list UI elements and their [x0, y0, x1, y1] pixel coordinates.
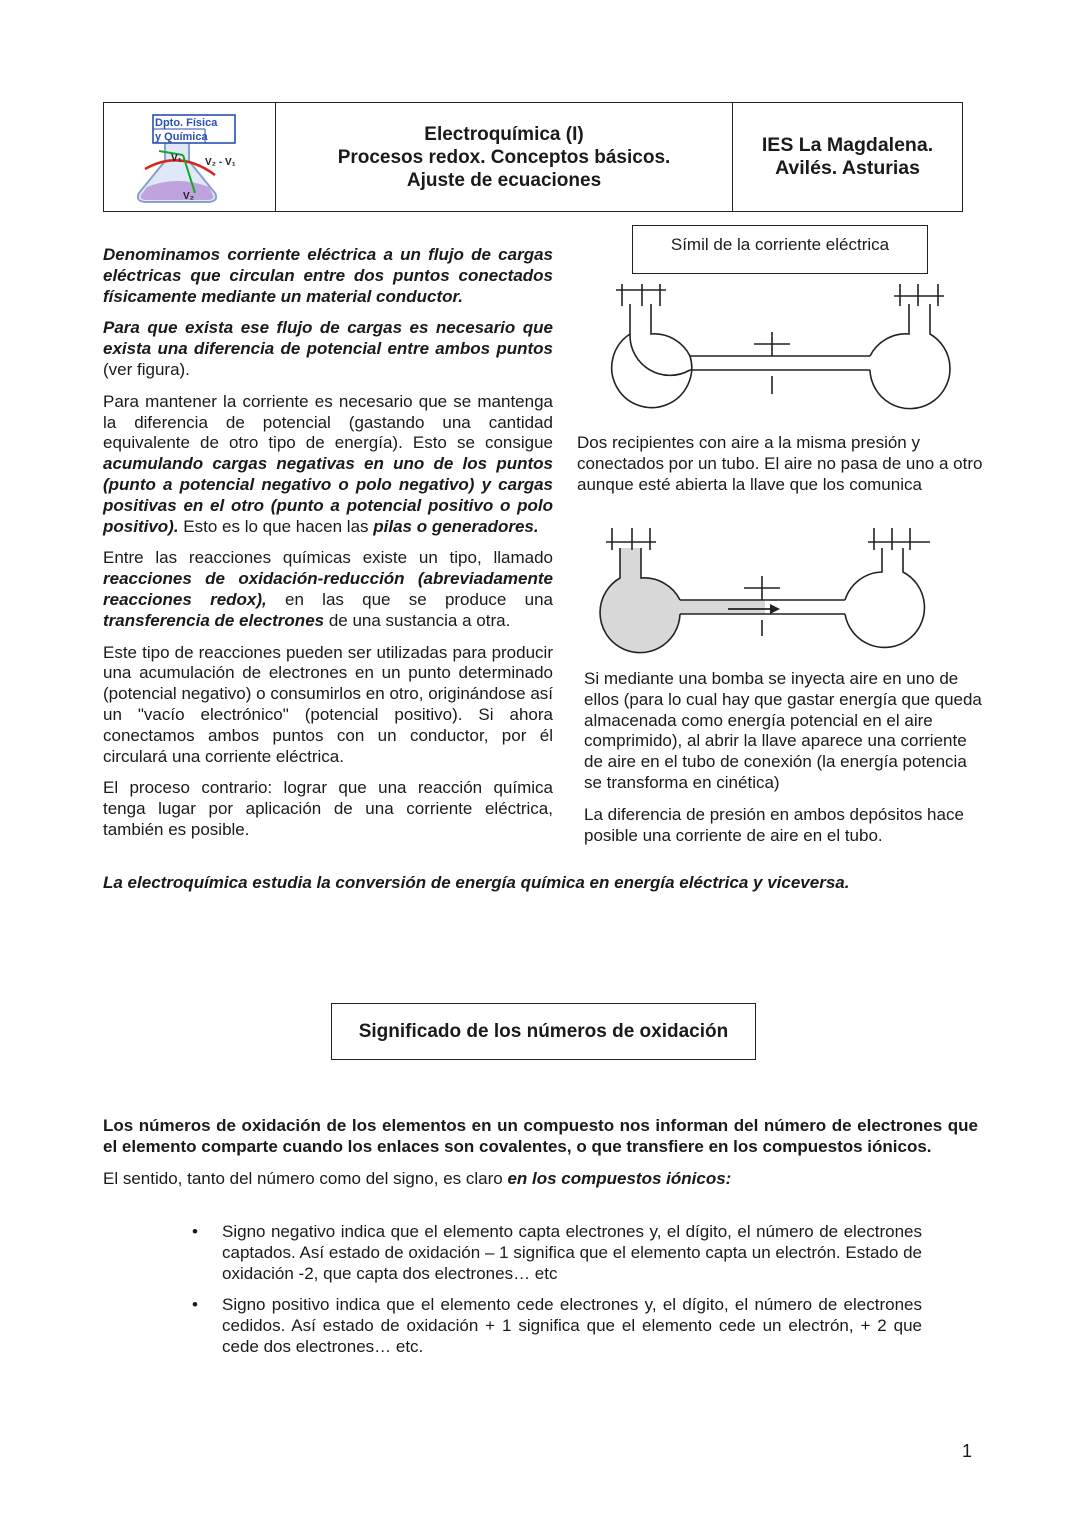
list-item-positive-sign: [192, 1295, 922, 1357]
left-column: [103, 245, 553, 841]
paragraph-definition: Denominamos corriente eléctrica a un flujo de cargas eléctricas que circulan entre dos puntos conectados físicamente mediante un material conductor.: [103, 245, 553, 306]
maintain-text-a: Para mantener la corriente es necesario que se mantenga la diferencia de potencial (gastando una cantidad equivalente de otro tipo de energía). Esto se consigue: [103, 391, 553, 453]
sense-text-b: en los compuestos iónicos:: [507, 1168, 732, 1188]
oxidation-sign-list: [192, 1222, 922, 1358]
paragraph-electron-accumulation: Este tipo de reacciones pueden ser utilizadas para producir una acumulación de electrones en un punto determinado (potencial negativo) o consumirlos en otro, originándose así un "vacío electrónico" (potencial positivo). Si ahora conectamos ambos puntos con un conductor, por él circulará una corriente eléctrica.: [103, 642, 553, 766]
maintain-text-b: acumulando cargas negativas en uno de los puntos (punto a potencial negativo o polo negativo) y cargas positivas en el otro (punto a potencial positivo o polo positivo).: [103, 454, 553, 536]
document-title-cell: [276, 103, 733, 211]
svg-text:V₁: V₁: [170, 153, 182, 164]
bullet-icon: •: [192, 1295, 198, 1315]
redox-text-a: Entre las reacciones químicas existe un tipo, llamado: [103, 548, 553, 568]
redox-text-b: reacciones de oxidación-reducción (abreviadamente reacciones redox),: [103, 569, 553, 609]
section-title-box: [331, 1003, 756, 1060]
bullet-icon: •: [192, 1222, 198, 1241]
figure-title: Símil de la corriente eléctrica: [670, 235, 890, 254]
logo-text-line1: Dpto. Física: [154, 117, 217, 129]
conclusion-statement: La electroquímica estudia la conversión de energía química en energía eléctrica y viceversa.: [103, 873, 850, 892]
diagram-equal-pressure: [600, 276, 960, 424]
diagram-pressure-difference: [590, 520, 950, 660]
logo-cell: [104, 103, 276, 211]
maintain-text-c: Esto es lo que hacen las: [178, 516, 374, 536]
title-line-3: Ajuste de ecuaciones: [406, 169, 602, 191]
department-logo-icon: [125, 109, 255, 205]
title-line-1: Electroquímica (I): [424, 123, 584, 145]
maintain-text-d: pilas o generadores.: [373, 516, 539, 536]
figure-caption-2: Si mediante una bomba se inyecta aire en uno de ellos (para lo cual hay que gastar energía que queda almacenada como energía potencial en el aire comprimido), al abrir la llave aparece una corriente de aire en el tubo de conexión (la energía potencia se transforma en cinética): [584, 669, 982, 792]
redox-text-e: de una sustancia a otra.: [324, 610, 511, 630]
list-item-negative-sign: [192, 1222, 922, 1284]
negative-sign-text: Signo negativo indica que el elemento capta electrones y, el dígito, el número de electrones captados. Así estado de oxidación – 1 significa que el elemento capta un electrón. Estado de oxidación -2, que capta dos electrones… etc: [222, 1222, 922, 1283]
logo-text-line2: y Química: [154, 131, 208, 143]
positive-sign-text: Signo positivo indica que el elemento cede electrones y, el dígito, el número de electrones cedidos. Así estado de oxidación + 1 significa que el elemento cede un electrón, + 2 que cede dos electrones… etc.: [222, 1295, 922, 1356]
school-name: IES La Magdalena.: [761, 134, 934, 156]
svg-text:V₂ - V₁: V₂ - V₁: [204, 157, 236, 168]
paragraph-redox: [103, 548, 553, 631]
sense-text-a: El sentido, tanto del número como del signo, es claro: [103, 1168, 508, 1188]
oxidation-number-intro: Los números de oxidación de los elementos en un compuesto nos informan del número de electrones que el elemento comparte cuando los enlaces son covalentes, o que transfiere en los compuestos iónicos.: [103, 1116, 978, 1156]
paragraph-potential-difference: [103, 318, 553, 380]
ionic-compounds-sense: [103, 1169, 978, 1190]
potential-difference-bold: Para que exista ese flujo de cargas es necesario que exista una diferencia de potencial entre ambos puntos: [103, 318, 553, 359]
paragraph-reverse-process: El proceso contrario: lograr que una reacción química tenga lugar por aplicación de una corriente eléctrica, también es posible.: [103, 778, 553, 839]
paragraph-maintain-current: [103, 392, 553, 538]
potential-difference-rest: (ver figura).: [103, 359, 190, 379]
figure-caption-1: Dos recipientes con aire a la misma presión y conectados por un tubo. El aire no pasa de uno a otro aunque esté abierta la llave que los comunica: [577, 433, 983, 494]
redox-text-c: en las que se produce una: [266, 589, 553, 609]
school-cell: [733, 103, 962, 211]
title-line-2: Procesos redox. Conceptos básicos.: [337, 146, 671, 168]
page-number: 1: [962, 1441, 973, 1461]
school-location: Avilés. Asturias: [775, 157, 920, 179]
figure-caption-3: La diferencia de presión en ambos depósitos hace posible una corriente de aire en el tubo.: [584, 805, 964, 845]
figure-title-box: [632, 225, 928, 274]
header-table: [103, 102, 963, 212]
section-body: [103, 1116, 978, 1189]
redox-text-d: transferencia de electrones: [103, 610, 325, 630]
section-title: Significado de los números de oxidación: [358, 1020, 729, 1042]
svg-text:V₂: V₂: [182, 191, 194, 202]
